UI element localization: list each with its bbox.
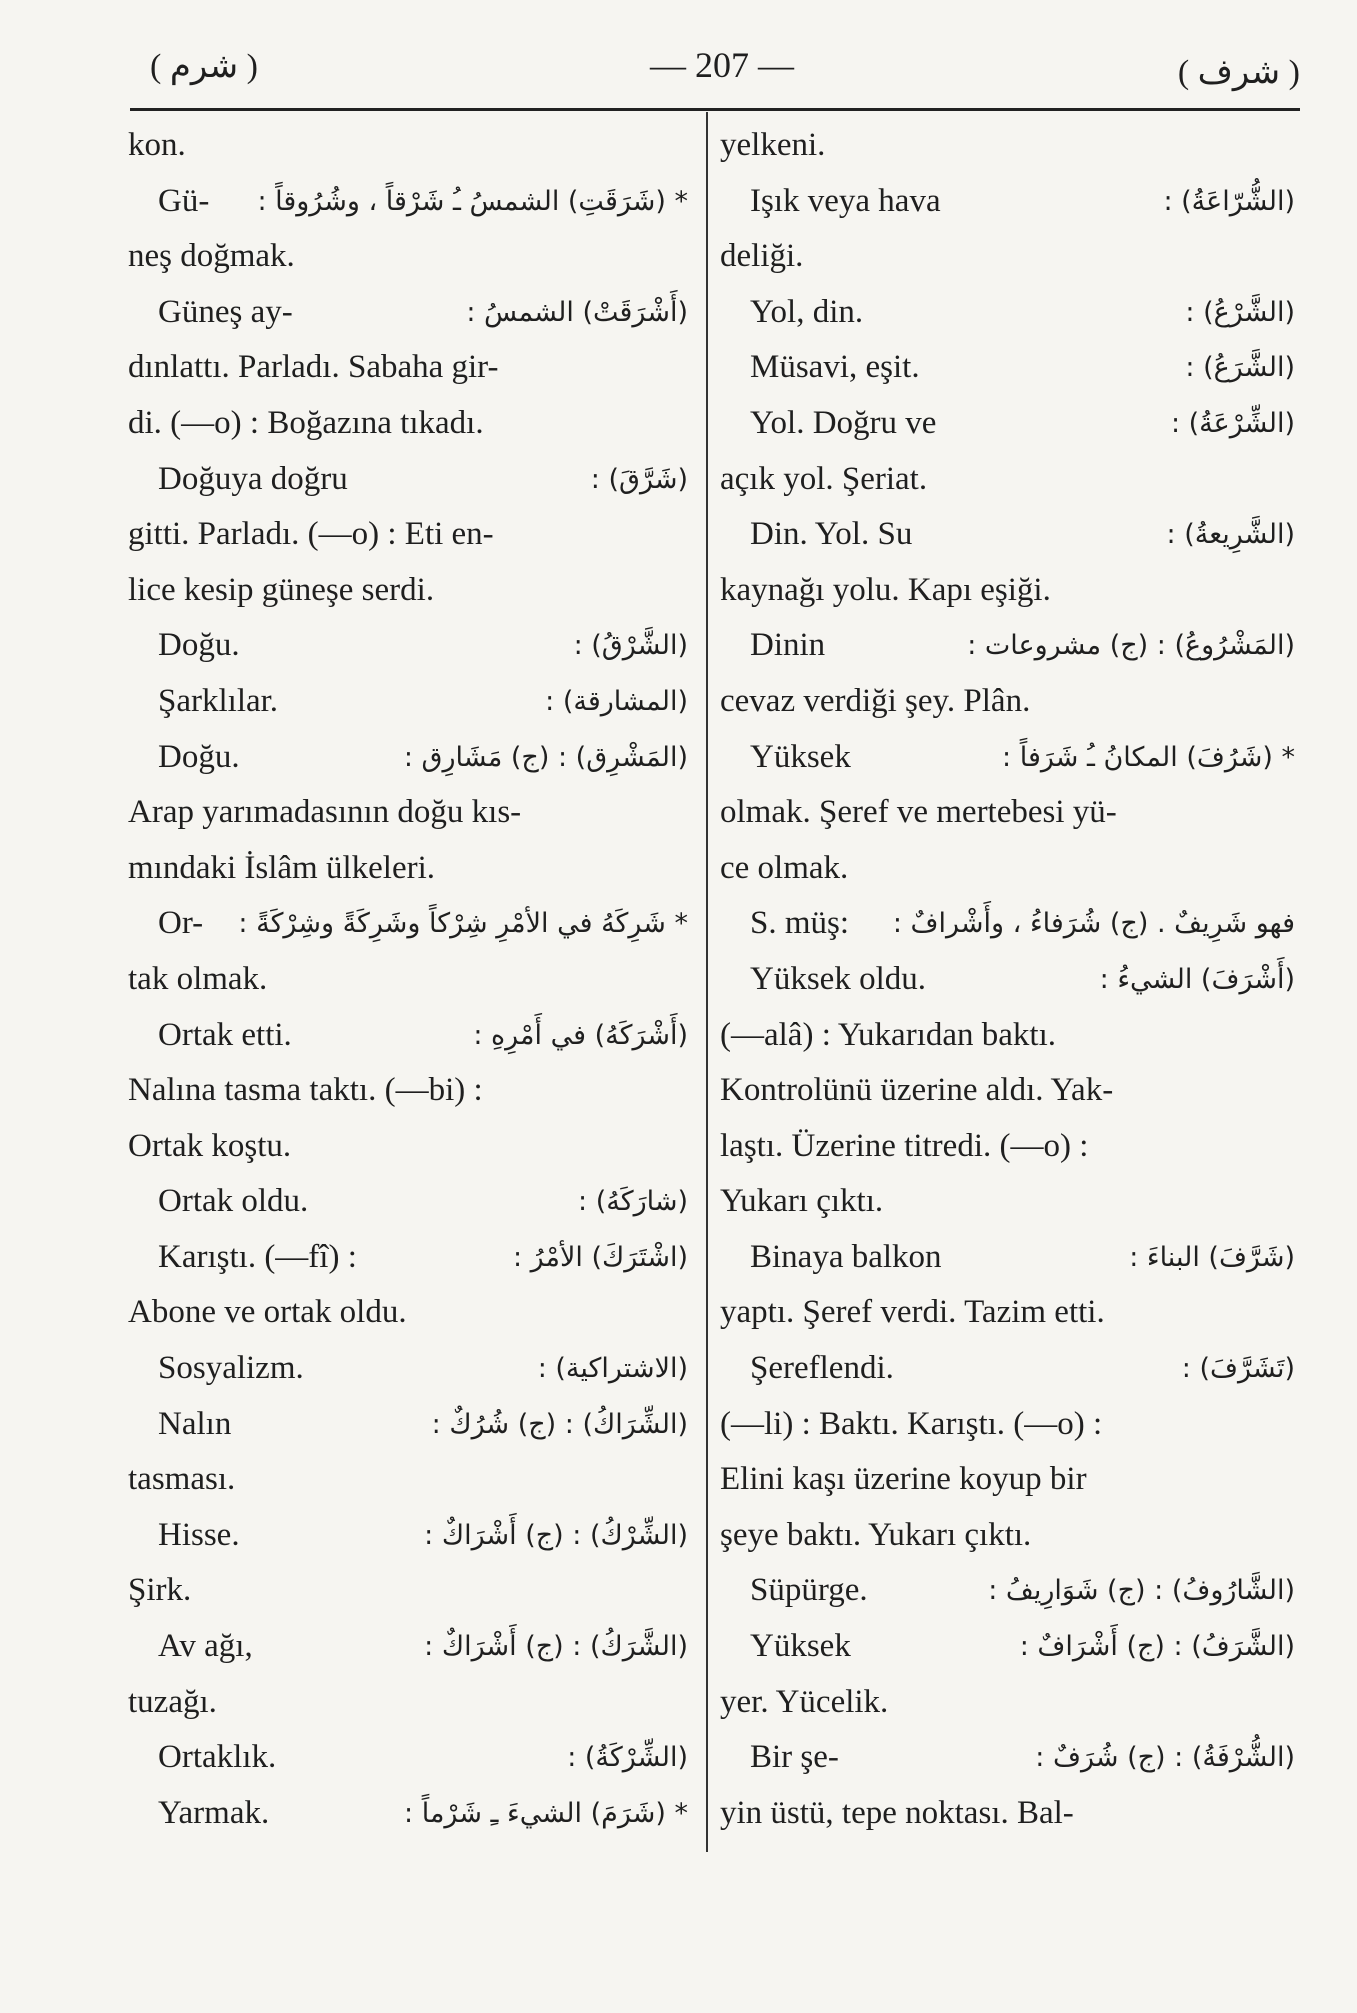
turkish-text: Nalın (158, 1405, 232, 1442)
arabic-headword: (الشَّرْقُ) : (573, 630, 688, 662)
turkish-text: Din. Yol. Su (750, 516, 913, 553)
turkish-text: Hisse. (158, 1516, 240, 1553)
dictionary-line (128, 396, 688, 452)
arabic-headword: (الاشتراكية) : (537, 1353, 688, 1385)
dictionary-line (720, 174, 1295, 230)
dictionary-line (720, 674, 1295, 730)
dictionary-line (720, 396, 1295, 452)
arabic-headword: (أَشْرَكَهُ) في أَمْرِهِ : (473, 1019, 688, 1051)
arabic-headword: * شَرِكَهُ في الأمْرِ شِرْكاً وشَرِكَةً وشِرْكَةً : (238, 908, 688, 940)
dictionary-line (128, 1619, 688, 1675)
turkish-text: Sosyalizm. (158, 1350, 304, 1387)
turkish-text: Yol. Doğru ve (750, 404, 937, 441)
arabic-headword: (الشِّرْكُ) : (ج) أَشْرَاكٌ : (424, 1519, 688, 1551)
turkish-text: deliği. (720, 238, 804, 275)
turkish-text: Yukarı çıktı. (720, 1183, 884, 1220)
header-left-keyword: ( شرم ) (150, 48, 258, 85)
dictionary-line (128, 841, 688, 897)
arabic-headword: (الشَّارُوفُ) : (ج) شَوَارِيفُ : (988, 1575, 1295, 1607)
turkish-text: Güneş ay- (158, 293, 293, 330)
turkish-text: açık yol. Şeriat. (720, 460, 928, 497)
arabic-headword: (المَشْرُوعُ) : (ج) مشروعات : (967, 630, 1295, 662)
arabic-headword: (الشُّرّاعَةُ) : (1163, 185, 1295, 217)
turkish-text: yin üstü, tepe noktası. Bal- (720, 1794, 1074, 1831)
turkish-text: Elini kaşı üzerine koyup bir (720, 1461, 1087, 1498)
arabic-headword: * (شَرَقَتِ) الشمسُ ـُ شَرْقاً ، وشُرُوقاً : (257, 185, 688, 217)
turkish-text: Gü- (158, 182, 210, 219)
turkish-text: tuzağı. (128, 1683, 217, 1720)
turkish-text: yaptı. Şeref verdi. Tazim etti. (720, 1294, 1105, 1331)
turkish-text: Yüksek (750, 738, 851, 775)
arabic-headword: (أَشْرَقَتْ) الشمسُ : (466, 296, 688, 328)
dictionary-line (128, 1452, 688, 1508)
dictionary-line (128, 730, 688, 786)
dictionary-line (720, 1063, 1295, 1119)
arabic-headword: (الشِّرْعَةُ) : (1170, 407, 1295, 439)
arabic-headword: (المشارقة) : (545, 685, 688, 717)
turkish-text: yer. Yücelik. (720, 1683, 889, 1720)
dictionary-line (128, 1174, 688, 1230)
page-number: — 207 — (650, 45, 794, 85)
turkish-text: kaynağı yolu. Kapı eşiği. (720, 571, 1051, 608)
dictionary-line (720, 1285, 1295, 1341)
arabic-headword: (شَرَّقَ) : (590, 463, 688, 495)
dictionary-line (128, 340, 688, 396)
dictionary-line (128, 563, 688, 619)
arabic-headword: (شَرَّفَ) البناءَ : (1129, 1241, 1295, 1273)
dictionary-line (128, 618, 688, 674)
turkish-text: Av ağı, (158, 1628, 253, 1665)
turkish-text: Müsavi, eşit. (750, 349, 920, 386)
dictionary-line (720, 118, 1295, 174)
dictionary-line (720, 452, 1295, 508)
turkish-text: Yarmak. (158, 1794, 270, 1831)
turkish-text: di. (—o) : Boğazına tıkadı. (128, 404, 484, 441)
dictionary-line (128, 1285, 688, 1341)
dictionary-line (128, 507, 688, 563)
turkish-text: Şirk. (128, 1572, 192, 1609)
right-column (720, 118, 1295, 1841)
turkish-text: Süpürge. (750, 1572, 868, 1609)
arabic-headword: * (شَرَمَ) الشيءَ ـِ شَرْماً : (404, 1797, 688, 1829)
dictionary-line (128, 1397, 688, 1453)
arabic-headword: (الشَّرَكُ) : (ج) أَشْرَاكٌ : (424, 1631, 688, 1663)
dictionary-line (128, 229, 688, 285)
turkish-text: (—alâ) : Yukarıdan baktı. (720, 1016, 1056, 1053)
dictionary-line (128, 1008, 688, 1064)
dictionary-line (720, 229, 1295, 285)
turkish-text: laştı. Üzerine titredi. (—o) : (720, 1127, 1089, 1164)
dictionary-line (128, 1730, 688, 1786)
arabic-headword: * (شَرُفَ) المكانُ ـُ شَرَفاً : (1002, 741, 1295, 773)
dictionary-line (128, 1341, 688, 1397)
turkish-text: tasması. (128, 1461, 236, 1498)
turkish-text: yelkeni. (720, 127, 826, 163)
dictionary-line (720, 1786, 1295, 1842)
dictionary-line (720, 1730, 1295, 1786)
turkish-text: Binaya balkon (750, 1238, 942, 1275)
turkish-text: Doğu. (158, 738, 240, 775)
turkish-text: Şarklılar. (158, 682, 279, 719)
dictionary-line (720, 340, 1295, 396)
dictionary-line (720, 507, 1295, 563)
dictionary-line (720, 730, 1295, 786)
turkish-text: Dinin (750, 627, 826, 664)
turkish-text: Bir şe- (750, 1739, 839, 1776)
turkish-text: Ortak etti. (158, 1016, 292, 1053)
turkish-text: dınlattı. Parladı. Sabaha gir- (128, 349, 499, 386)
turkish-text: neş doğmak. (128, 238, 295, 275)
turkish-text: Doğuya doğru (158, 460, 348, 497)
left-column (128, 118, 688, 1841)
dictionary-line (128, 896, 688, 952)
turkish-text: Doğu. (158, 627, 240, 664)
dictionary-line (128, 952, 688, 1008)
dictionary-line (720, 1174, 1295, 1230)
turkish-text: lice kesip güneşe serdi. (128, 571, 435, 608)
dictionary-line (720, 1008, 1295, 1064)
dictionary-line (720, 1119, 1295, 1175)
dictionary-line (720, 1675, 1295, 1731)
turkish-text: Işık veya hava (750, 182, 941, 219)
turkish-text: Karıştı. (—fî) : (158, 1238, 357, 1275)
turkish-text: Abone ve ortak oldu. (128, 1294, 407, 1331)
turkish-text: kon. (128, 127, 186, 163)
arabic-headword: (الشَّرْعُ) : (1185, 296, 1295, 328)
arabic-headword: (الشِّرَاكُ) : (ج) شُرُكٌ : (431, 1408, 688, 1440)
turkish-text: olmak. Şeref ve mertebesi yü- (720, 794, 1117, 831)
dictionary-line (720, 1230, 1295, 1286)
turkish-text: (—li) : Baktı. Karıştı. (—o) : (720, 1405, 1103, 1442)
turkish-text: Yol, din. (750, 293, 864, 330)
turkish-text: Yüksek oldu. (750, 960, 926, 997)
arabic-headword: (شارَكَهُ) : (578, 1186, 688, 1218)
dictionary-line (720, 285, 1295, 341)
dictionary-line (720, 1397, 1295, 1453)
dictionary-line (720, 1619, 1295, 1675)
dictionary-line (720, 1563, 1295, 1619)
arabic-headword: (الشَّرَفُ) : (ج) أَشْرَافٌ : (1019, 1631, 1295, 1663)
dictionary-line (720, 1508, 1295, 1564)
dictionary-line (128, 785, 688, 841)
arabic-headword: (الشَّرِيعةُ) : (1166, 519, 1295, 551)
turkish-text: gitti. Parladı. (—o) : Eti en- (128, 516, 494, 553)
turkish-text: Arap yarımadasının doğu kıs- (128, 794, 522, 831)
dictionary-line (128, 1563, 688, 1619)
turkish-text: Kontrolünü üzerine aldı. Yak- (720, 1072, 1114, 1109)
header-right-keyword: ( شرف ) (1177, 54, 1300, 91)
page-header (130, 38, 1300, 111)
turkish-text: Yüksek (750, 1628, 851, 1665)
arabic-headword: فهو شَرِيفٌ . (ج) شُرَفاءُ ، وأَشْرافٌ : (892, 908, 1295, 940)
turkish-text: şeye baktı. Yukarı çıktı. (720, 1516, 1032, 1553)
dictionary-line (720, 618, 1295, 674)
arabic-headword: (تَشَرَّفَ) : (1181, 1353, 1295, 1385)
dictionary-line (128, 285, 688, 341)
turkish-text: Ortak koştu. (128, 1127, 292, 1164)
dictionary-line (128, 118, 688, 174)
turkish-text: mındaki İslâm ülkeleri. (128, 849, 436, 886)
turkish-text: tak olmak. (128, 960, 268, 997)
dictionary-line (128, 674, 688, 730)
turkish-text: cevaz verdiği şey. Plân. (720, 682, 1031, 719)
column-divider (706, 112, 708, 1852)
turkish-text: Or- (158, 905, 204, 942)
arabic-headword: (أَشْرَفَ) الشيءُ : (1099, 963, 1295, 995)
dictionary-line (128, 174, 688, 230)
dictionary-line (720, 563, 1295, 619)
dictionary-line (720, 896, 1295, 952)
arabic-headword: (الشُّرْفَةُ) : (ج) شُرَفٌ : (1035, 1742, 1295, 1774)
arabic-headword: (المَشْرِق) : (ج) مَشَارِق : (403, 741, 688, 773)
dictionary-line (128, 452, 688, 508)
turkish-text: Nalına tasma taktı. (—bi) : (128, 1072, 483, 1109)
dictionary-line (720, 1452, 1295, 1508)
dictionary-line (128, 1786, 688, 1842)
turkish-text: S. müş: (750, 905, 850, 942)
dictionary-line (128, 1063, 688, 1119)
dictionary-line (720, 952, 1295, 1008)
arabic-headword: (اشْتَرَكَ) الأمْرُ : (512, 1241, 688, 1273)
turkish-text: ce olmak. (720, 849, 849, 886)
arabic-headword: (الشَّرَعُ) : (1185, 352, 1295, 384)
dictionary-line (720, 785, 1295, 841)
turkish-text: Ortak oldu. (158, 1183, 309, 1220)
arabic-headword: (الشِّرْكَةُ) : (567, 1742, 688, 1774)
dictionary-line (128, 1508, 688, 1564)
dictionary-line (720, 841, 1295, 897)
turkish-text: Ortaklık. (158, 1739, 277, 1776)
dictionary-line (720, 1341, 1295, 1397)
dictionary-line (128, 1119, 688, 1175)
dictionary-line (128, 1675, 688, 1731)
turkish-text: Şereflendi. (750, 1350, 894, 1387)
dictionary-line (128, 1230, 688, 1286)
